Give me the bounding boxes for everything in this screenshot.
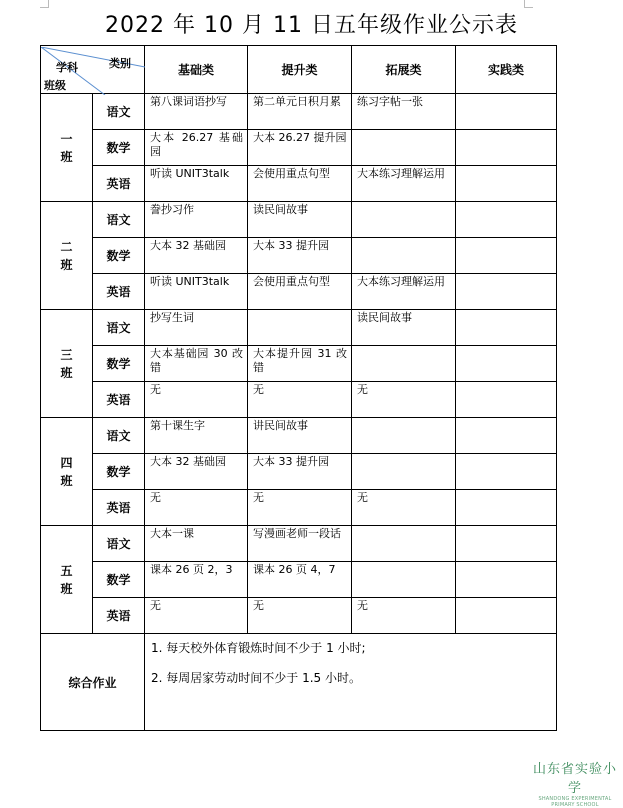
homework-cell-practice	[456, 94, 557, 130]
table-row	[41, 202, 557, 238]
homework-cell-basic: 听读 UNIT3talk	[145, 274, 248, 310]
subject-cell: 英语	[93, 166, 145, 202]
summary-row	[41, 634, 557, 731]
class-name-cell	[41, 418, 93, 526]
class-name: 三班	[60, 347, 73, 380]
table-row	[41, 490, 557, 526]
summary-line: 1. 每天校外体育锻炼时间不少于 1 小时;	[151, 641, 366, 655]
class-name: 二班	[60, 239, 73, 272]
homework-cell-basic: 大本一课	[145, 526, 248, 562]
table-row	[41, 418, 557, 454]
table-row	[41, 130, 557, 166]
homework-cell-extend: 无	[352, 490, 456, 526]
school-logo	[530, 758, 620, 808]
homework-cell-improve: 课本 26 页 4，7	[248, 562, 352, 598]
homework-cell-improve: 大本 33 提升园	[248, 454, 352, 490]
homework-cell-extend	[352, 526, 456, 562]
homework-cell-practice	[456, 130, 557, 166]
table-row	[41, 526, 557, 562]
homework-cell-improve: 写漫画老师一段话	[248, 526, 352, 562]
summary-line: 2. 每周居家劳动时间不少于 1.5 小时。	[151, 671, 361, 685]
homework-cell-improve: 大本 33 提升园	[248, 238, 352, 274]
homework-cell-practice	[456, 346, 557, 382]
homework-cell-extend: 读民间故事	[352, 310, 456, 346]
homework-cell-basic: 大本 32 基础园	[145, 238, 248, 274]
table-row	[41, 274, 557, 310]
homework-cell-extend	[352, 418, 456, 454]
homework-cell-practice	[456, 598, 557, 634]
homework-cell-basic: 听读 UNIT3talk	[145, 166, 248, 202]
homework-cell-improve: 第二单元日积月累	[248, 94, 352, 130]
homework-cell-basic: 大本 26.27 基础园	[145, 130, 248, 166]
subject-cell: 数学	[93, 454, 145, 490]
homework-cell-practice	[456, 526, 557, 562]
homework-cell-extend	[352, 202, 456, 238]
homework-cell-extend: 练习字帖一张	[352, 94, 456, 130]
homework-cell-extend	[352, 346, 456, 382]
homework-cell-practice	[456, 274, 557, 310]
homework-cell-practice	[456, 562, 557, 598]
subject-cell: 英语	[93, 274, 145, 310]
homework-cell-extend	[352, 454, 456, 490]
header-corner-cell	[41, 46, 145, 94]
subject-cell: 数学	[93, 238, 145, 274]
homework-cell-extend: 无	[352, 382, 456, 418]
homework-cell-basic: 抄写生词	[145, 310, 248, 346]
subject-cell: 语文	[93, 94, 145, 130]
column-header-improve: 提升类	[248, 46, 352, 94]
homework-cell-basic: 无	[145, 382, 248, 418]
homework-cell-basic: 无	[145, 598, 248, 634]
table-row	[41, 454, 557, 490]
subject-cell: 语文	[93, 526, 145, 562]
homework-cell-improve: 读民间故事	[248, 202, 352, 238]
homework-cell-practice	[456, 490, 557, 526]
homework-cell-improve: 无	[248, 598, 352, 634]
subject-cell: 数学	[93, 562, 145, 598]
homework-cell-practice	[456, 382, 557, 418]
header-corner-category: 类别	[109, 56, 131, 70]
summary-content	[145, 634, 557, 731]
table-row	[41, 166, 557, 202]
homework-cell-improve	[248, 310, 352, 346]
table-row	[41, 310, 557, 346]
column-header-practice: 实践类	[456, 46, 557, 94]
homework-cell-extend	[352, 562, 456, 598]
homework-cell-improve: 无	[248, 382, 352, 418]
homework-cell-improve: 会使用重点句型	[248, 166, 352, 202]
homework-cell-extend	[352, 130, 456, 166]
subject-cell: 英语	[93, 598, 145, 634]
class-name-cell	[41, 94, 93, 202]
school-logo-name: 山东省实验小学	[532, 762, 617, 796]
header-corner-class: 班级	[44, 78, 66, 92]
homework-cell-practice	[456, 454, 557, 490]
homework-cell-practice	[456, 166, 557, 202]
homework-cell-practice	[456, 202, 557, 238]
homework-cell-extend: 无	[352, 598, 456, 634]
class-name: 四班	[60, 455, 73, 488]
homework-cell-practice	[456, 418, 557, 454]
homework-cell-improve: 大本提升园 31 改错	[248, 346, 352, 382]
subject-cell: 数学	[93, 130, 145, 166]
class-name: 五班	[60, 563, 73, 596]
homework-cell-extend	[352, 238, 456, 274]
margin-corner-mark-left	[40, 0, 49, 8]
school-logo-english: SHANDONG EXPERIMENTAL PRIMARY SCHOOL	[538, 796, 612, 808]
homework-cell-practice	[456, 310, 557, 346]
page-title: 2022 年 10 月 11 日五年级作业公示表	[105, 13, 518, 38]
homework-cell-basic: 无	[145, 490, 248, 526]
homework-cell-extend: 大本练习理解运用	[352, 166, 456, 202]
class-name-cell	[41, 310, 93, 418]
subject-cell: 语文	[93, 310, 145, 346]
header-corner-subject: 学科	[56, 60, 78, 74]
column-header-basic: 基础类	[145, 46, 248, 94]
class-name-cell	[41, 526, 93, 634]
class-name: 一班	[60, 131, 73, 164]
homework-cell-improve: 讲民间故事	[248, 418, 352, 454]
table-row	[41, 562, 557, 598]
homework-cell-basic: 课本 26 页 2，3	[145, 562, 248, 598]
margin-corner-mark-right	[524, 0, 533, 8]
homework-cell-basic: 大本 32 基础园	[145, 454, 248, 490]
column-header-extend: 拓展类	[352, 46, 456, 94]
table-row	[41, 382, 557, 418]
table-row	[41, 94, 557, 130]
table-row	[41, 598, 557, 634]
subject-cell: 数学	[93, 346, 145, 382]
homework-cell-improve: 会使用重点句型	[248, 274, 352, 310]
homework-cell-improve: 大本 26.27 提升园	[248, 130, 352, 166]
homework-cell-basic: 誊抄习作	[145, 202, 248, 238]
summary-label: 综合作业	[41, 634, 145, 731]
table-row	[41, 346, 557, 382]
subject-cell: 语文	[93, 418, 145, 454]
homework-cell-improve: 无	[248, 490, 352, 526]
subject-cell: 英语	[93, 382, 145, 418]
class-name-cell	[41, 202, 93, 310]
homework-cell-basic: 第八课词语抄写	[145, 94, 248, 130]
homework-cell-practice	[456, 238, 557, 274]
subject-cell: 英语	[93, 490, 145, 526]
subject-cell: 语文	[93, 202, 145, 238]
homework-cell-basic: 第十课生字	[145, 418, 248, 454]
homework-cell-extend: 大本练习理解运用	[352, 274, 456, 310]
table-row	[41, 238, 557, 274]
homework-table	[40, 45, 557, 731]
homework-cell-basic: 大本基础园 30 改错	[145, 346, 248, 382]
